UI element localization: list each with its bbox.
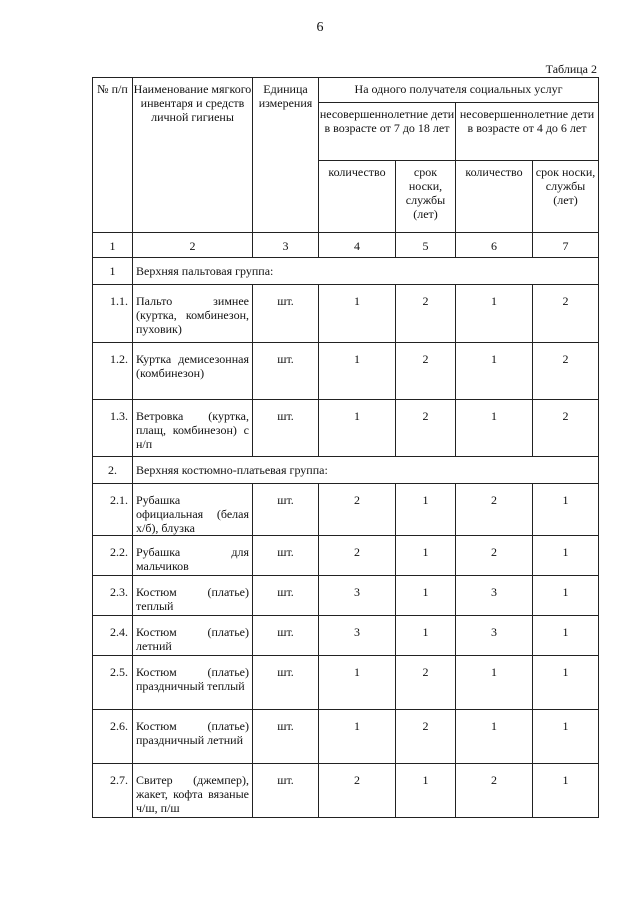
- item-name: Костюм (платье) праздничный летний: [133, 710, 253, 764]
- column-index: 3: [253, 233, 319, 258]
- group-name: Верхняя пальтовая группа:: [133, 258, 599, 285]
- row-number: 1.2.: [93, 343, 133, 400]
- table-row: [93, 710, 599, 764]
- qty-7-18: 3: [319, 576, 396, 616]
- qty-4-6: 2: [456, 484, 533, 536]
- item-unit: шт.: [253, 764, 319, 818]
- term-4-6: 1: [533, 536, 599, 576]
- term-7-18: 2: [396, 343, 456, 400]
- row-number: 2.6.: [93, 710, 133, 764]
- group-row: [93, 457, 599, 484]
- term-7-18: 2: [396, 285, 456, 343]
- term-4-6: 1: [533, 576, 599, 616]
- row-number: 2.4.: [93, 616, 133, 656]
- item-unit: шт.: [253, 400, 319, 457]
- qty-4-6: 3: [456, 616, 533, 656]
- header-group: На одного получателя социальных услуг: [319, 78, 599, 103]
- row-number: 2.5.: [93, 656, 133, 710]
- qty-4-6: 2: [456, 536, 533, 576]
- term-7-18: 2: [396, 656, 456, 710]
- item-unit: шт.: [253, 576, 319, 616]
- term-4-6: 2: [533, 285, 599, 343]
- item-name: Ветровка (куртка, плащ, комбинезон) с н/п: [133, 400, 253, 457]
- qty-4-6: 1: [456, 400, 533, 457]
- qty-4-6: 1: [456, 710, 533, 764]
- header-term-b: срок носки, службы (лет): [533, 161, 599, 233]
- table-row: [93, 400, 599, 457]
- item-name: Свитер (джемпер), жакет, кофта вязаные ч/ш, п/ш: [133, 764, 253, 818]
- qty-7-18: 1: [319, 400, 396, 457]
- table-row: [93, 536, 599, 576]
- item-name: Рубашка официальная (белая х/б), блузка: [133, 484, 253, 536]
- term-7-18: 2: [396, 400, 456, 457]
- term-4-6: 1: [533, 616, 599, 656]
- item-name: Куртка демисезонная (комбинезон): [133, 343, 253, 400]
- column-index: 6: [456, 233, 533, 258]
- column-index: 5: [396, 233, 456, 258]
- item-unit: шт.: [253, 536, 319, 576]
- qty-4-6: 1: [456, 343, 533, 400]
- qty-7-18: 2: [319, 764, 396, 818]
- group-row: [93, 258, 599, 285]
- qty-7-18: 1: [319, 656, 396, 710]
- term-4-6: 2: [533, 343, 599, 400]
- table-row: [93, 576, 599, 616]
- header-qty-a: количество: [319, 161, 396, 233]
- term-7-18: 1: [396, 616, 456, 656]
- qty-7-18: 2: [319, 536, 396, 576]
- qty-7-18: 1: [319, 710, 396, 764]
- header-qty-b: количество: [456, 161, 533, 233]
- row-number: 2.7.: [93, 764, 133, 818]
- column-index-row: [93, 233, 599, 258]
- table-row: [93, 616, 599, 656]
- item-unit: шт.: [253, 285, 319, 343]
- item-name: Костюм (платье) летний: [133, 616, 253, 656]
- table-row: [93, 343, 599, 400]
- qty-7-18: 1: [319, 343, 396, 400]
- qty-7-18: 2: [319, 484, 396, 536]
- header-num: № п/п: [93, 78, 133, 233]
- row-number: 2.3.: [93, 576, 133, 616]
- item-name: Пальто зимнее (куртка, комбинезон, пуховик): [133, 285, 253, 343]
- header-age-4-6: несовершеннолетние дети в возрасте от 4 до 6 лет: [456, 103, 599, 161]
- group-name: Верхняя костюмно-платьевая группа:: [133, 457, 599, 484]
- term-7-18: 1: [396, 764, 456, 818]
- row-number: 1: [93, 258, 133, 285]
- qty-7-18: 3: [319, 616, 396, 656]
- term-4-6: 1: [533, 764, 599, 818]
- item-unit: шт.: [253, 656, 319, 710]
- qty-4-6: 1: [456, 656, 533, 710]
- term-4-6: 1: [533, 656, 599, 710]
- row-number: 2.2.: [93, 536, 133, 576]
- page-number: 6: [316, 20, 324, 35]
- qty-7-18: 1: [319, 285, 396, 343]
- item-name: Рубашка для мальчиков: [133, 536, 253, 576]
- item-unit: шт.: [253, 710, 319, 764]
- header-unit: Единица измерения: [253, 78, 319, 233]
- column-index: 7: [533, 233, 599, 258]
- term-7-18: 2: [396, 710, 456, 764]
- row-number: 1.3.: [93, 400, 133, 457]
- norms-table: [92, 77, 599, 818]
- term-4-6: 2: [533, 400, 599, 457]
- item-unit: шт.: [253, 343, 319, 400]
- row-number: 2.: [93, 457, 133, 484]
- table-caption: Таблица 2: [545, 62, 597, 76]
- item-name: Костюм (платье) теплый: [133, 576, 253, 616]
- term-4-6: 1: [533, 484, 599, 536]
- header-age-7-18: несовершеннолетние дети в возрасте от 7 до 18 лет: [319, 103, 456, 161]
- table-row: [93, 285, 599, 343]
- item-name: Костюм (платье) праздничный теплый: [133, 656, 253, 710]
- qty-4-6: 1: [456, 285, 533, 343]
- qty-4-6: 2: [456, 764, 533, 818]
- table-row: [93, 484, 599, 536]
- term-7-18: 1: [396, 484, 456, 536]
- row-number: 2.1.: [93, 484, 133, 536]
- column-index: 4: [319, 233, 396, 258]
- table-row: [93, 764, 599, 818]
- qty-4-6: 3: [456, 576, 533, 616]
- item-unit: шт.: [253, 484, 319, 536]
- column-index: 1: [93, 233, 133, 258]
- header-term-a: срок носки, службы (лет): [396, 161, 456, 233]
- item-unit: шт.: [253, 616, 319, 656]
- term-4-6: 1: [533, 710, 599, 764]
- header-name: Наименование мягкого инвентаря и средств личной гигиены: [133, 78, 253, 233]
- column-index: 2: [133, 233, 253, 258]
- term-7-18: 1: [396, 536, 456, 576]
- term-7-18: 1: [396, 576, 456, 616]
- table-row: [93, 656, 599, 710]
- row-number: 1.1.: [93, 285, 133, 343]
